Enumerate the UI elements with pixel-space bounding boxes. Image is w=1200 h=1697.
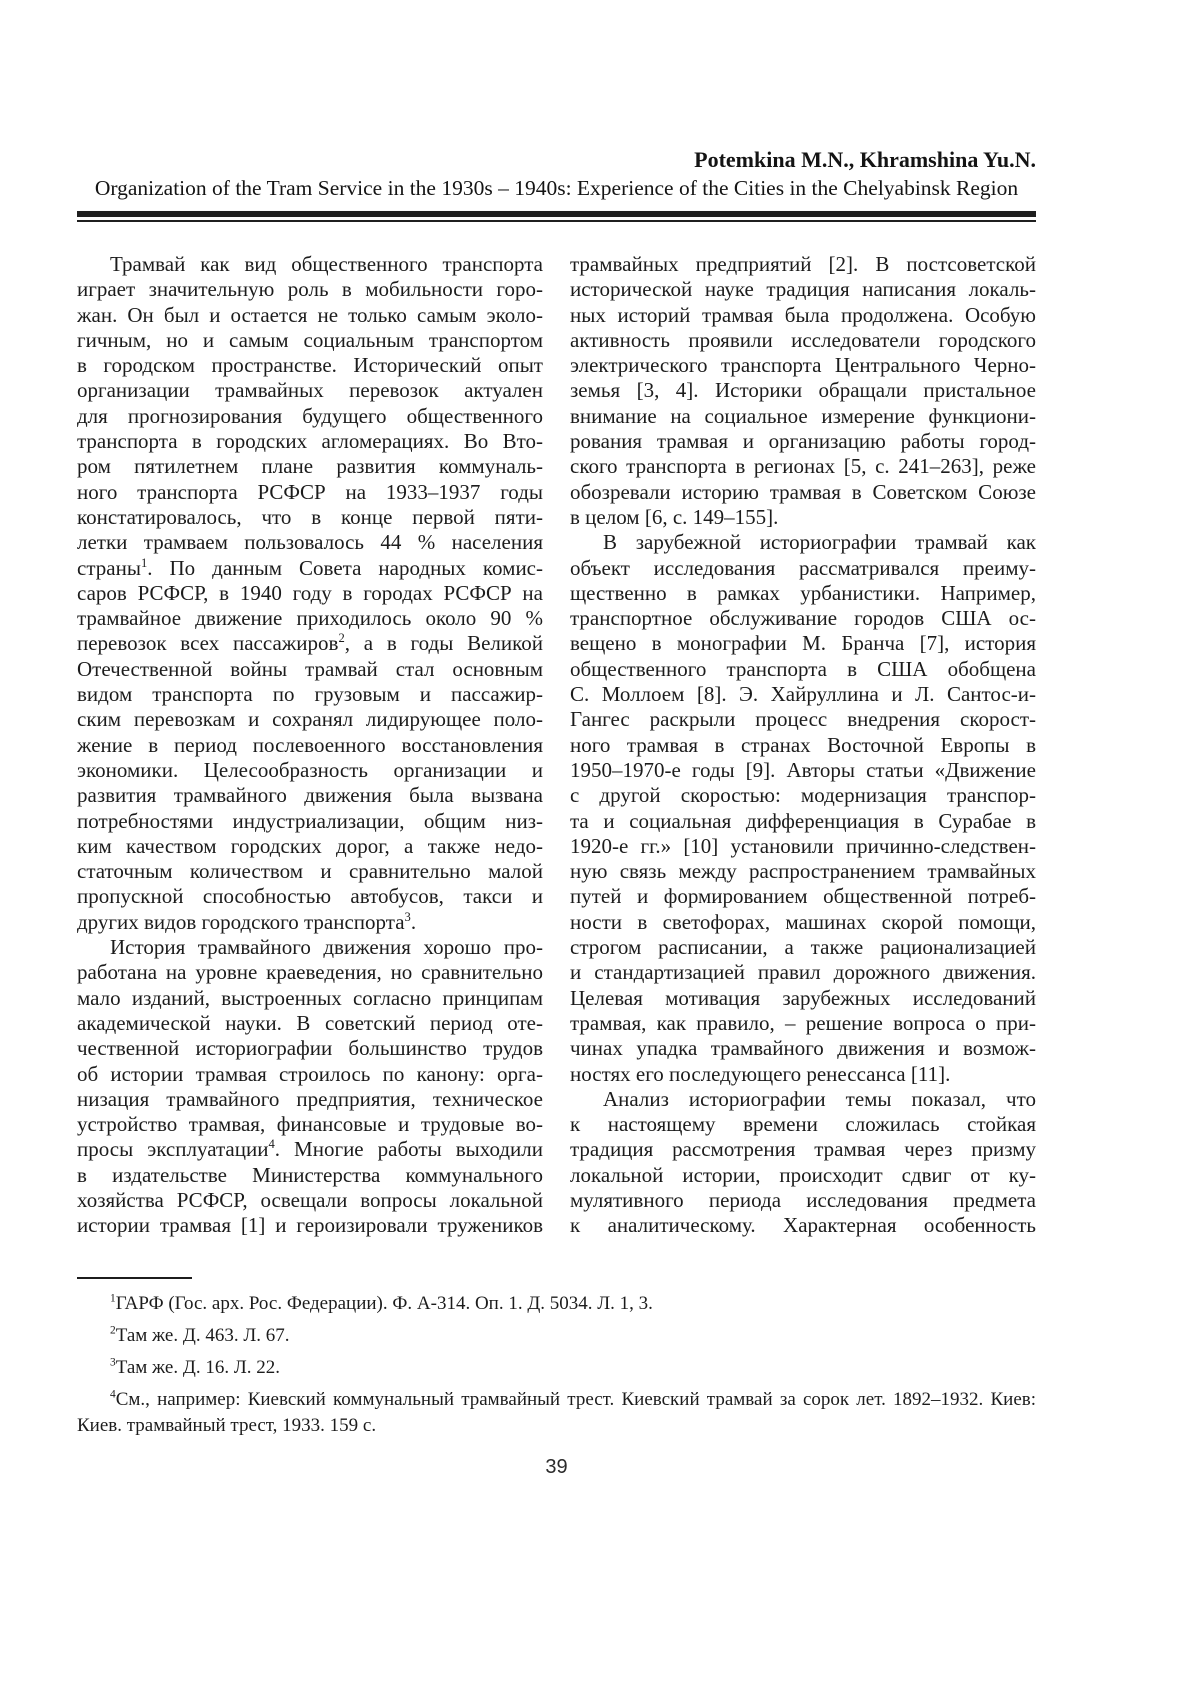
text-line: обозревали историю трамвая в Советском Союзе — [570, 479, 1036, 504]
text-line: трамвая, как правило, – решение вопроса о при- — [570, 1010, 1036, 1035]
text-line: с другой скоростью: модернизация транспор- — [570, 783, 1036, 808]
text-column-right — [570, 252, 1036, 1239]
text-line: Целевая мотивация зарубежных исследований — [570, 985, 1036, 1010]
text-line: хозяйства РСФСР, освещали вопросы локальной — [77, 1187, 543, 1212]
text-line: летки трамваем пользовалось 44 % населения — [77, 530, 543, 555]
text-line: земья [3, 4]. Историки обращали пристальное — [570, 378, 1036, 403]
text-line: пропускной способностью автобусов, такси и — [77, 884, 543, 909]
text-line: играет значительную роль в мобильности горо- — [77, 277, 543, 302]
text-line: строгом расписании, а также рационализацией — [570, 935, 1036, 960]
text-line: мало изданий, выстроенных согласно принципам — [77, 985, 543, 1010]
footnote: $^4$См., например: Киевский коммунальный трамвайный трест. Киевский трамвай за сорок лет. 1892–1932. Киев: Киев. трамвайный трест, 1933. 159 с. — [77, 1388, 1036, 1436]
text-line: локальной истории, происходит сдвиг от ку- — [570, 1162, 1036, 1187]
text-line: трамвайных предприятий [2]. В постсоветской — [570, 252, 1036, 276]
text-line: ким качеством городских дорог, а также недо- — [77, 833, 543, 858]
header-rule-thin — [77, 220, 1036, 222]
text-line: экономики. Целесообразность организации и — [77, 757, 543, 782]
text-line: констатировалось, что в конце первой пяти- — [77, 504, 543, 529]
text-line: для прогнозирования будущего общественного — [77, 403, 543, 428]
text-line: активность проявили исследователи городского — [570, 327, 1036, 352]
text-line: щественно в рамках урбанистики. Например, — [570, 580, 1036, 605]
footnote-ref: 3 — [404, 909, 411, 924]
text-line: транспорта в городских агломерациях. Во Вто- — [77, 429, 543, 454]
text-line: ного трамвая в странах Восточной Европы в — [570, 732, 1036, 757]
footnote-ref: 3 — [110, 1356, 116, 1369]
text-column-left — [77, 252, 543, 1239]
footnote-ref: 2 — [110, 1324, 116, 1337]
text-line: та и социальная дифференциация в Сурабае в — [570, 808, 1036, 833]
text-line: перевозок всех пассажиров$^2$, а в годы Великой — [77, 631, 543, 656]
text-line: об истории трамвая строилось по канону: орга- — [77, 1061, 543, 1086]
text-line: электрического транспорта Центрального Черно- — [570, 353, 1036, 378]
text-line: видом транспорта по грузовым и пассажир- — [77, 682, 543, 707]
text-line: работана на уровне краеведения, но сравнительно — [77, 960, 543, 985]
text-line: ных историй трамвая была продолжена. Особую — [570, 302, 1036, 327]
text-line: организации трамвайных перевозок актуален — [77, 378, 543, 403]
header-rule-thick — [77, 211, 1036, 217]
text-line: вещено в монографии М. Бранча [7], история — [570, 631, 1036, 656]
text-line: История трамвайного движения хорошо про- — [110, 935, 543, 960]
text-line: ную связь между распространением трамвайных — [570, 859, 1036, 884]
text-line: трамвайное движение приходилось около 90 % — [77, 606, 543, 631]
text-line: жан. Он был и остается не только самым эколо- — [77, 302, 543, 327]
text-line: устройство трамвая, финансовые и трудовые во- — [77, 1112, 543, 1137]
text-line: транспортное обслуживание городов США ос- — [570, 606, 1036, 631]
text-line: ностях его последующего ренессанса [11]. — [570, 1061, 951, 1086]
text-line: развития трамвайного движения была вызвана — [77, 783, 543, 808]
text-line: в целом [6, с. 149–155]. — [570, 504, 779, 529]
footnotes — [77, 1291, 1036, 1445]
footnote: $^2$Там же. Д. 463. Л. 67. — [110, 1324, 290, 1346]
footnote-separator — [77, 1277, 192, 1279]
text-line: мулятивного периода исследования предмета — [570, 1187, 1036, 1212]
text-line: и стандартизацией правил дорожного движения. — [570, 960, 1036, 985]
text-line: 1950–1970-е годы [9]. Авторы статьи «Движение — [570, 757, 1036, 782]
text-line: статочным количеством и сравнительно малой — [77, 859, 543, 884]
footnote: $^3$Там же. Д. 16. Л. 22. — [110, 1356, 280, 1378]
text-line: внимание на социальное измерение функциони- — [570, 403, 1036, 428]
text-line: жение в период послевоенного восстановления — [77, 732, 543, 757]
text-line: традиция рассмотрения трамвая через призму — [570, 1137, 1036, 1162]
footnote: $^1$ГАРФ (Гос. арх. Рос. Федерации). Ф. А-314. Оп. 1. Д. 5034. Л. 1, 3. — [110, 1292, 653, 1314]
text-line: низация трамвайного предприятия, техническое — [77, 1086, 543, 1111]
text-line: исторической науке традиция написания локаль- — [570, 277, 1036, 302]
text-line: в издательстве Министерства коммунального — [77, 1162, 543, 1187]
footnote-ref: 4 — [110, 1388, 116, 1401]
text-line: путей и формированием общественной потреб- — [570, 884, 1036, 909]
footnote-ref: 1 — [140, 555, 148, 570]
text-line: к настоящему времени сложилась стойкая — [570, 1112, 1036, 1137]
footnote-ref: 1 — [110, 1292, 116, 1305]
text-line: просы эксплуатации$^4$. Многие работы выходили — [77, 1137, 543, 1162]
text-line: ности в светофорах, машинах скорой помощи, — [570, 909, 1036, 934]
text-line: потребностями индустриализации, общим низ- — [77, 808, 543, 833]
text-line: Анализ историографии темы показал, что — [603, 1086, 1036, 1111]
text-line: ского транспорта в регионах [5, с. 241–263], реже — [570, 454, 1036, 479]
text-line: С. Моллоем [8]. Э. Хайруллина и Л. Сантос-и- — [570, 682, 1036, 707]
text-line: гичным, но и самым социальным транспортом — [77, 327, 543, 352]
text-line: других видов городского транспорта$^3$. — [77, 909, 417, 934]
text-line: Гангес раскрыли процесс внедрения скорост- — [570, 707, 1036, 732]
paper-title: Organization of the Tram Service in the 1930s – 1940s: Experience of the Cities in the Chelyabinsk Region — [94, 176, 1019, 200]
text-line: ром пятилетнем плане развития коммуналь- — [77, 454, 543, 479]
text-line: рования трамвая и организацию работы город- — [570, 429, 1036, 454]
text-line: объект исследования рассматривался преиму- — [570, 555, 1036, 580]
text-line: ским перевозкам и сохранял лидирующее поло- — [77, 707, 543, 732]
footnote-ref: 4 — [268, 1137, 275, 1152]
text-line: Трамвай как вид общественного транспорта — [110, 252, 543, 276]
paper-authors: Potemkina M.N., Khramshina Yu.N. — [694, 147, 1036, 172]
footnote-ref: 2 — [338, 631, 345, 646]
text-line: чественной историографии большинство трудов — [77, 1036, 543, 1061]
text-line: ного транспорта РСФСР на 1933–1937 годы — [77, 479, 543, 504]
text-line: академической науки. В советский период оте- — [77, 1010, 543, 1035]
text-line: саров РСФСР, в 1940 году в городах РСФСР на — [77, 580, 543, 605]
text-line: в городском пространстве. Исторический опыт — [77, 353, 543, 378]
text-line: чинах упадка трамвайного движения и возмож- — [570, 1036, 1036, 1061]
page-number: 39 — [545, 1456, 568, 1478]
text-line: В зарубежной историографии трамвай как — [603, 530, 1036, 555]
text-line: Отечественной войны трамвай стал основным — [77, 656, 543, 681]
text-line: общественного транспорта в США обобщена — [570, 656, 1036, 681]
text-line: истории трамвая [1] и героизировали тружеников — [77, 1213, 543, 1238]
text-line: к аналитическому. Характерная особенность — [570, 1213, 1036, 1238]
text-line: страны$^1$. По данным Совета народных комис- — [77, 555, 543, 580]
text-line: 1920-е гг.» [10] установили причинно-следствен- — [570, 833, 1036, 858]
